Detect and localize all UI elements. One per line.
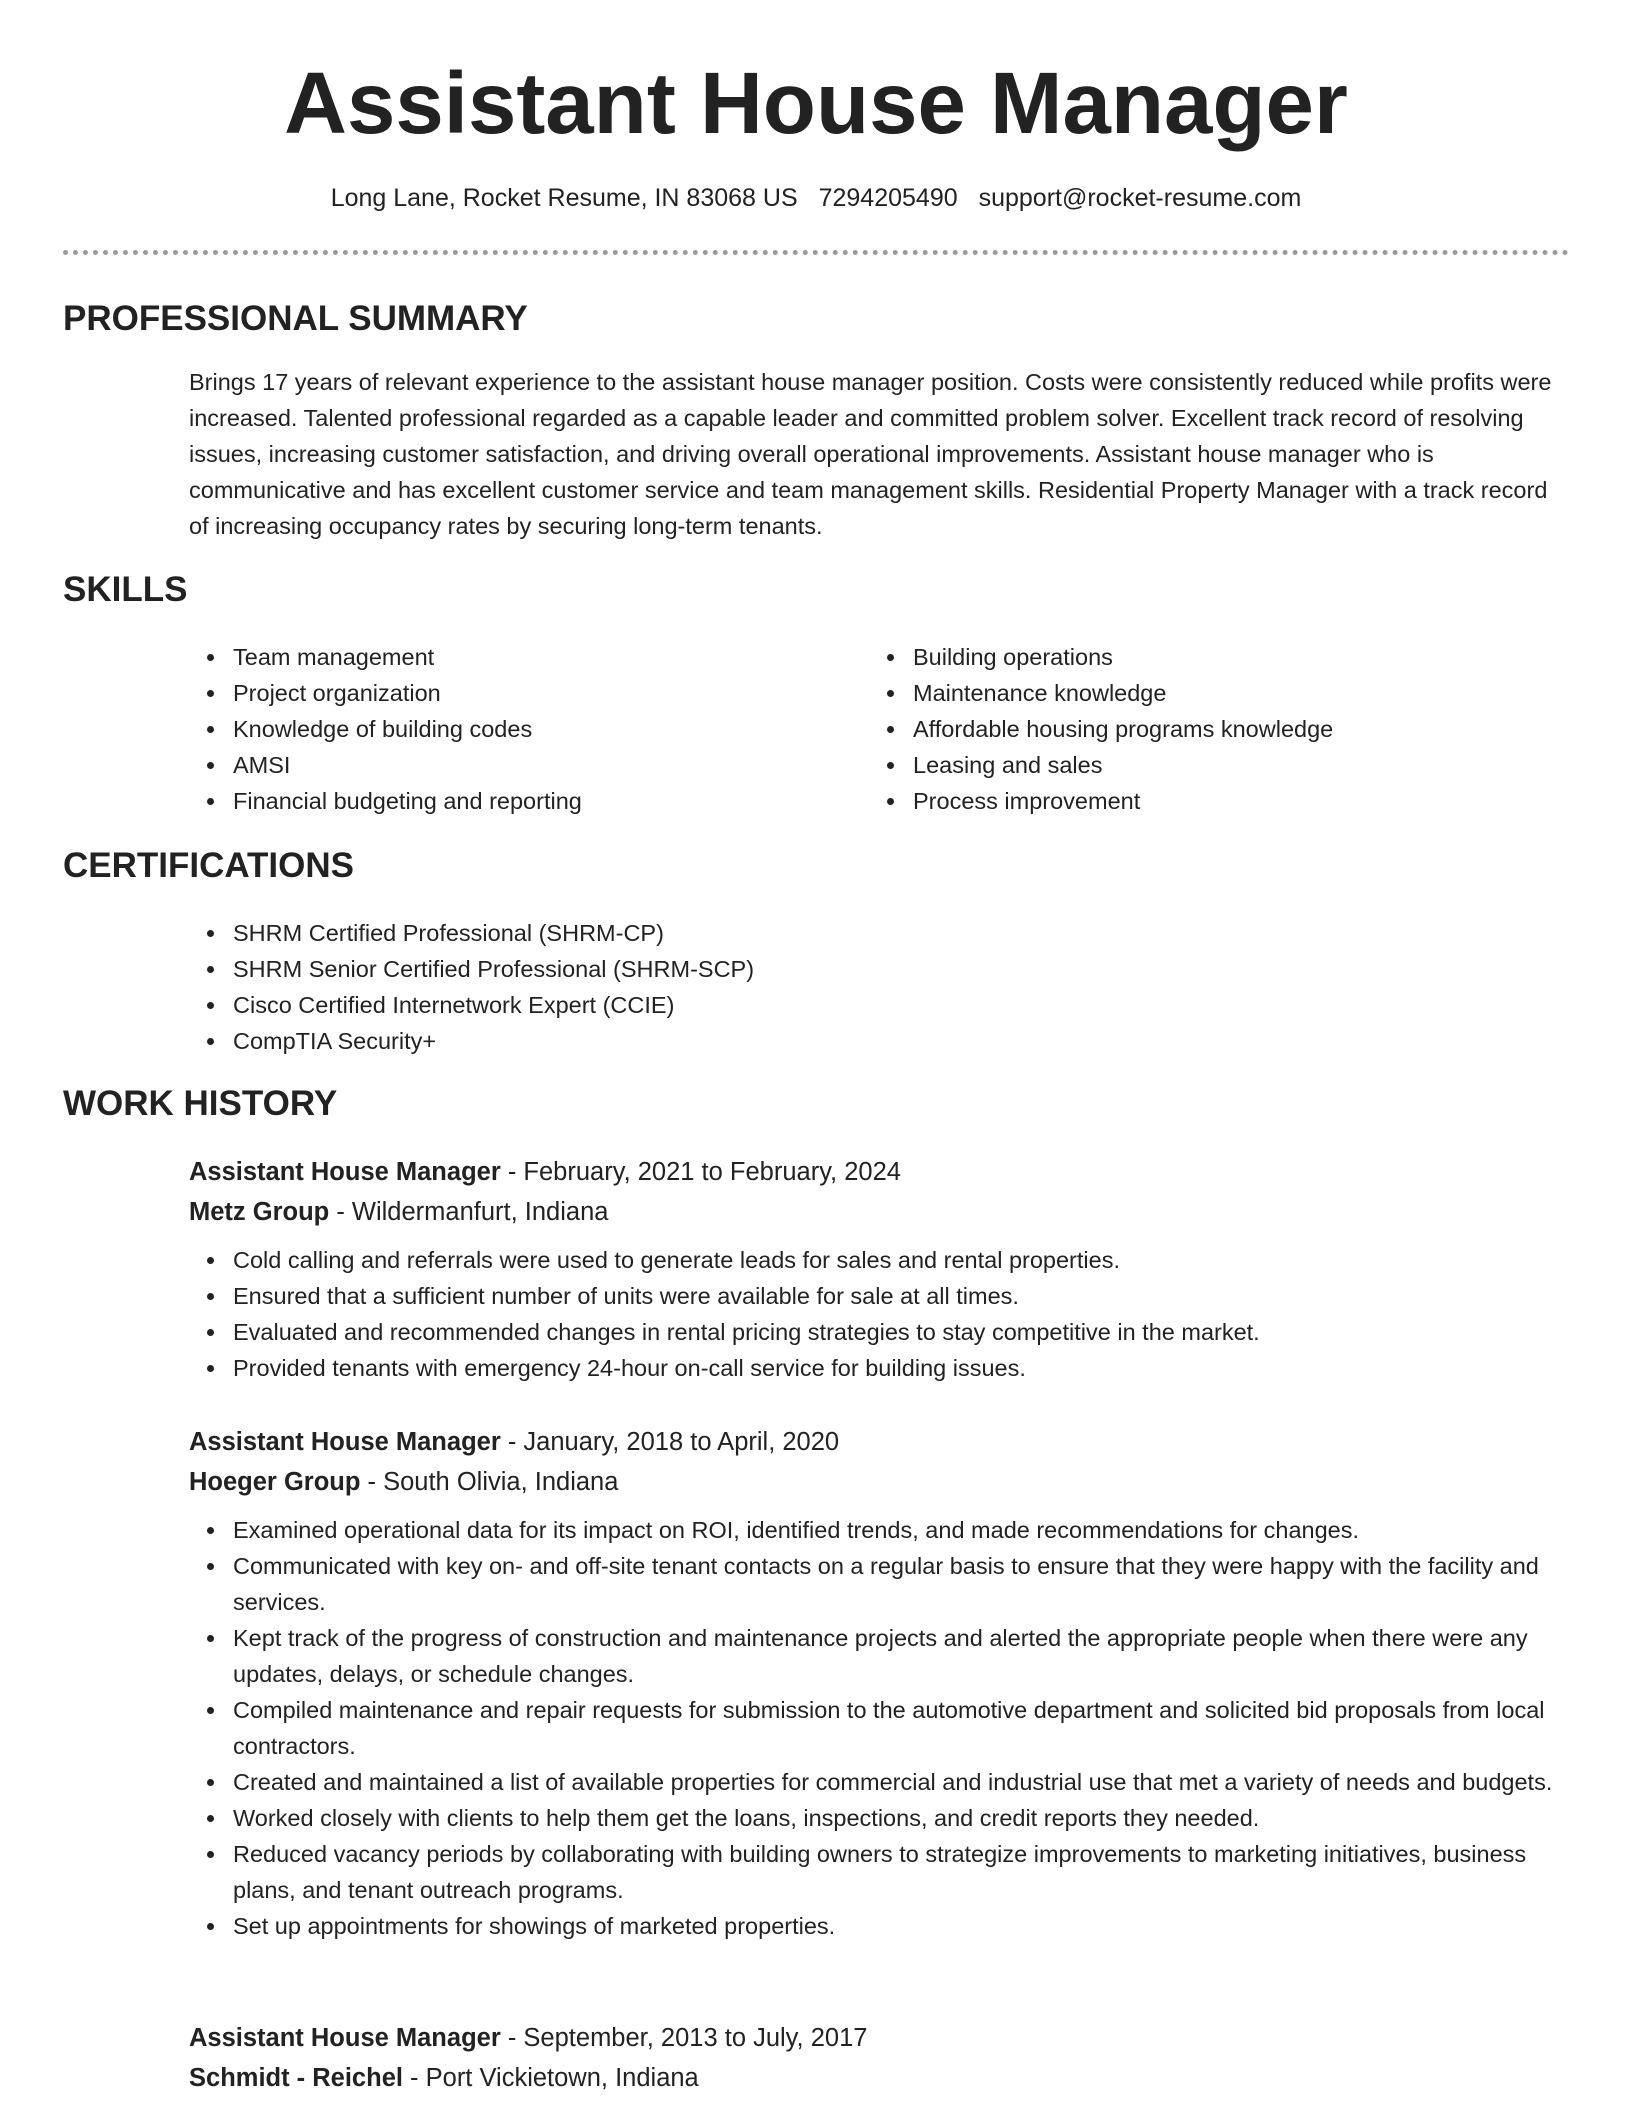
skill-item: Team management	[189, 639, 829, 675]
job-bullet: Ensured that a sufficient number of units were available for sale at all times.	[189, 1278, 1569, 1314]
job-bullet: Examined operational data for its impact on ROI, identified trends, and made recommendations for changes.	[189, 1512, 1569, 1548]
certification-item: SHRM Certified Professional (SHRM-CP)	[189, 915, 1389, 951]
contact-email: support@rocket-resume.com	[978, 184, 1302, 212]
header-divider	[63, 250, 1569, 255]
skill-item: Maintenance knowledge	[869, 675, 1549, 711]
contact-phone: 7294205490	[818, 184, 958, 212]
job-bullet: Set up appointments for showings of marketed properties.	[189, 1908, 1569, 1944]
job-entry	[189, 1152, 1569, 1386]
skill-item: Knowledge of building codes	[189, 711, 829, 747]
job-company-line	[189, 1462, 1569, 1502]
job-title-line	[189, 2018, 1569, 2058]
job-location: - Wildermanfurt, Indiana	[329, 1198, 609, 1226]
job-bullet: Worked closely with clients to help them get the loans, inspections, and credit reports they needed.	[189, 1800, 1569, 1836]
job-entry	[189, 2018, 1569, 2098]
skill-item: Project organization	[189, 675, 829, 711]
work-history-heading: WORK HISTORY	[63, 1084, 338, 1123]
skill-item: Leasing and sales	[869, 747, 1549, 783]
job-entry	[189, 1422, 1569, 1944]
job-bullet: Evaluated and recommended changes in rental pricing strategies to stay competitive in the market.	[189, 1314, 1569, 1350]
job-bullet: Reduced vacancy periods by collaborating with building owners to strategize improvements to marketing initiatives, business plans, and tenant outreach programs.	[189, 1836, 1569, 1908]
job-title-line	[189, 1152, 1569, 1192]
job-dates: - September, 2013 to July, 2017	[500, 2024, 868, 2052]
skills-list-right	[869, 639, 1549, 819]
job-company: Metz Group	[189, 1198, 330, 1226]
job-title: Assistant House Manager	[189, 1428, 501, 1456]
job-title: Assistant House Manager	[189, 2024, 501, 2052]
certifications-heading: CERTIFICATIONS	[63, 846, 355, 885]
skills-list-left	[189, 639, 829, 819]
skill-item: Building operations	[869, 639, 1549, 675]
job-bullets	[189, 1512, 1569, 1944]
job-dates: - February, 2021 to February, 2024	[500, 1158, 901, 1186]
skill-item: Process improvement	[869, 783, 1549, 819]
job-company-line	[189, 2058, 1569, 2098]
skills-heading: SKILLS	[63, 570, 188, 609]
contact-address: Long Lane, Rocket Resume, IN 83068 US	[330, 184, 798, 212]
certifications-list	[189, 915, 1389, 1059]
job-dates: - January, 2018 to April, 2020	[500, 1428, 840, 1456]
job-bullet: Compiled maintenance and repair requests for submission to the automotive department and solicited bid proposals from local contractors.	[189, 1692, 1569, 1764]
job-location: - Port Vickietown, Indiana	[402, 2064, 699, 2092]
certification-item: CompTIA Security+	[189, 1023, 1389, 1059]
job-title: Assistant House Manager	[189, 1158, 501, 1186]
summary-heading: PROFESSIONAL SUMMARY	[63, 299, 528, 338]
skill-item: AMSI	[189, 747, 829, 783]
certification-item: Cisco Certified Internetwork Expert (CCIE)	[189, 987, 1389, 1023]
job-bullet: Kept track of the progress of construction and maintenance projects and alerted the appropriate people when there were any updates, delays, or schedule changes.	[189, 1620, 1569, 1692]
job-bullet: Provided tenants with emergency 24-hour on-call service for building issues.	[189, 1350, 1569, 1386]
resume-name: Assistant House Manager	[284, 55, 1348, 152]
summary-text: Brings 17 years of relevant experience to the assistant house manager position. Costs were consistently reduced while profits were increased. Talented professional regarded as a capable leader and committed problem solver. Excellent track record of resolving issues, increasing customer satisfaction, and driving overall operational improvements. Assistant house manager who is communicative and has excellent customer service and team management skills. Residential Property Manager with a track record of increasing occupancy rates by securing long-term tenants.	[189, 369, 1552, 539]
job-title-line	[189, 1422, 1569, 1462]
job-bullet: Created and maintained a list of available properties for commercial and industrial use that met a variety of needs and budgets.	[189, 1764, 1569, 1800]
job-company-line	[189, 1192, 1569, 1232]
skill-item: Affordable housing programs knowledge	[869, 711, 1549, 747]
contact-line	[0, 180, 1632, 216]
job-bullet: Cold calling and referrals were used to generate leads for sales and rental properties.	[189, 1242, 1569, 1278]
job-company: Hoeger Group	[189, 1468, 361, 1496]
skill-item: Financial budgeting and reporting	[189, 783, 829, 819]
job-location: - South Olivia, Indiana	[360, 1468, 619, 1496]
job-bullets	[189, 1242, 1569, 1386]
job-company: Schmidt - Reichel	[189, 2064, 403, 2092]
certification-item: SHRM Senior Certified Professional (SHRM-SCP)	[189, 951, 1389, 987]
job-bullet: Communicated with key on- and off-site tenant contacts on a regular basis to ensure that they were happy with the facility and services.	[189, 1548, 1569, 1620]
